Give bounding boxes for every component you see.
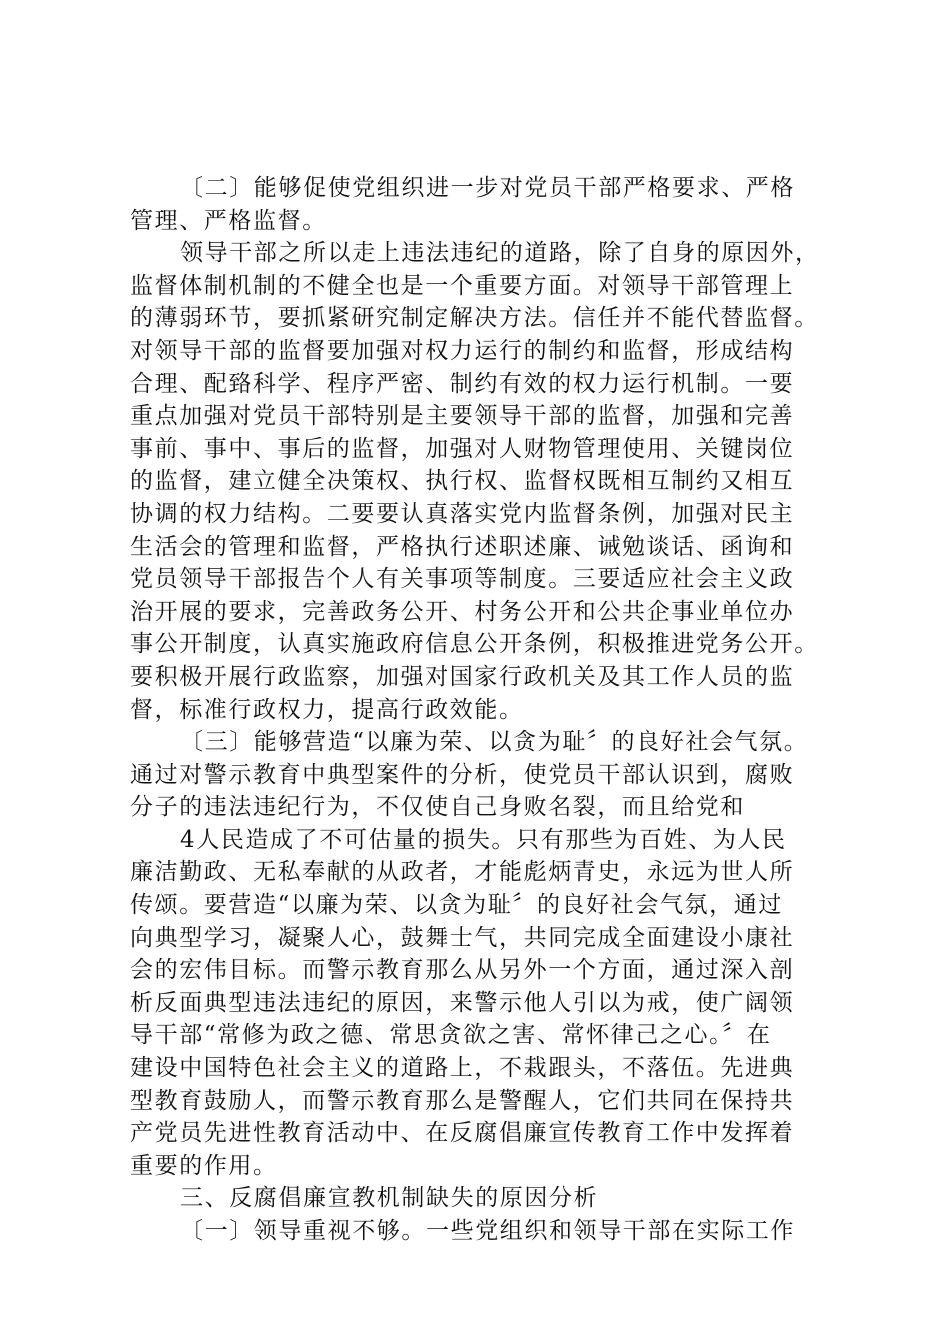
text-line: 〔一〕领导重视不够。一些党组织和领导干部在实际工作 [180,1218,795,1244]
text-line: 重点加强对党员干部特别是主要领导干部的监督，加强和完善 [130,403,795,430]
text-line: 督，标准行政权力，提高行政效能。 [130,696,524,723]
text-line: 治开展的要求，完善政务公开、村务公开和公共企事业单位办 [130,598,795,625]
text-line: 〔二〕能够促使党组织进一步对党员干部严格要求、严格 [180,175,795,201]
text-line: 党员领导干部报告个人有关事项等制度。三要适应社会主义政 [130,566,795,593]
text-line: 重要的作用。 [130,1152,278,1179]
text-line: 分子的违法违纪行为，不仅使自己身败名裂，而且给党和 [130,794,745,821]
text-line: 合理、配臵科学、程序严密、制约有效的权力运行机制。一要 [130,370,795,397]
text-line: 廉洁勤政、无私奉献的从政者，才能彪炳青史，永远为世人所 [130,859,795,886]
text-line: 型教育鼓励人，而警示教育那么是警醒人，它们共同在保持共 [130,1087,795,1114]
text-line: 要积极开展行政监察，加强对国家行政机关及其工作人员的监 [130,663,795,690]
text-line: 事前、事中、事后的监督，加强对人财物管理使用、关键岗位 [130,435,795,462]
text-line: 协调的权力结构。二要要认真落实党内监督条例，加强对民主 [130,500,795,527]
text-line: 三、反腐倡廉宣教机制缺失的原因分析 [180,1185,599,1212]
text-line: 领导干部之所以走上违法违纪的道路，除了自身的原因外， [180,240,820,267]
text-line: 析反面典型违法违纪的原因，来警示他人引以为戒，使广阔领 [130,989,795,1016]
text-line: 4人民造成了不可估量的损失。只有那些为百姓、为人民 [180,826,787,853]
text-line: 产党员先进性教育活动中、在反腐倡廉宣传教育工作中发挥着 [130,1120,795,1147]
text-line: 会的宏伟目标。而警示教育那么从另外一个方面，通过深入剖 [130,957,795,984]
text-line: 监督体制机制的不健全也是一个重要方面。对领导干部管理上 [130,272,795,299]
text-line: 导干部“常修为政之德、常思贪欲之害、常怀律己之心。〞在 [130,1022,772,1049]
text-line: 通过对警示教育中典型案件的分析，使党员干部认识到，腐败 [130,761,795,788]
text-line: 对领导干部的监督要加强对权力运行的制约和监督，形成结构 [130,337,795,364]
text-line: 生活会的管理和监督，严格执行述职述廉、诫勉谈话、函询和 [130,533,795,560]
text-line: 事公开制度，认真实施政府信息公开条例，积极推进党务公开。 [130,631,819,658]
document-body-text [130,172,840,1248]
text-line: 向典型学习，凝聚人心，鼓舞士气，共同完成全面建设小康社 [130,924,795,951]
text-line: 〔三〕能够营造“以廉为荣、以贪为耻〞的良好社会气氛。 [180,729,809,756]
text-line: 管理、严格监督。 [130,207,327,234]
text-line: 的薄弱环节，要抓紧研究制定解决方法。信任并不能代替监督。 [130,305,819,332]
text-line: 建设中国特色社会主义的道路上，不栽跟头，不落伍。先进典 [130,1055,795,1082]
text-line: 传颂。要营造“以廉为荣、以贪为耻〞的良好社会气氛，通过 [130,892,783,919]
text-line: 的监督，建立健全决策权、执行权、监督权既相互制约又相互 [130,468,795,495]
